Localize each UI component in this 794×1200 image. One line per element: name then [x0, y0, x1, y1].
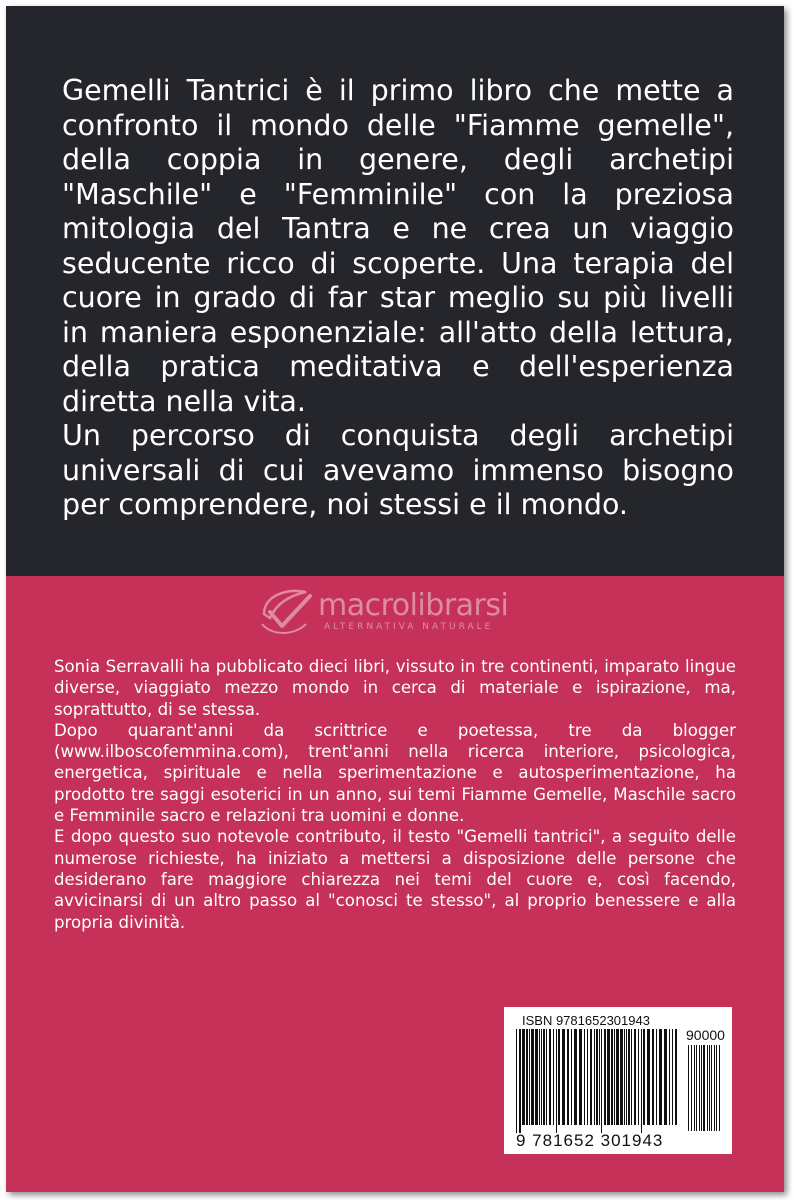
book-blurb [62, 74, 734, 523]
blurb-paragraph-1: Gemelli Tantrici è il primo libro che mette a confronto il mondo delle "Fiamme gemelle", della coppia in genere, degli archetipi "Maschile" e "Femminile" con la preziosa mitologia del Tantra e ne crea un viaggio seducente ricco di scoperte. Una terapia del cuore in grado di far star meglio su più livelli in maniera esponenziale: all'atto della lettura, della pratica meditativa e dell'esperienza diretta nella vita. [62, 74, 734, 418]
barcode-bar [596, 1029, 598, 1125]
barcode-bar [672, 1029, 673, 1125]
barcode-bar [546, 1029, 547, 1125]
barcode-bar [694, 1045, 695, 1131]
bio-paragraph-2: Dopo quarant'anni da scrittrice e poetessa, tre da blogger (www.ilboscofemmina.com), trent'anni nella ricerca interiore, psicologica, energetica, spirituale e nella sperimentazione e autosperimentazione, ha prodotto tre saggi esoterici in un anno, sui temi Fiamme Gemelle, Maschile sacro e Femminile sacro e relazioni tra uomini e donne. [54, 720, 736, 826]
barcode-bar [594, 1029, 595, 1125]
barcode-human-readable: 9 781652 301943 [516, 1131, 664, 1150]
barcode-bar [714, 1045, 715, 1131]
barcode-bar [643, 1029, 645, 1125]
barcode-bar [641, 1029, 642, 1133]
barcode-bar [535, 1029, 538, 1125]
barcode-bar [675, 1029, 677, 1125]
barcode-bar [574, 1029, 577, 1125]
barcode-bar [526, 1029, 528, 1125]
barcode-bar [703, 1045, 705, 1131]
barcode-bar [626, 1029, 627, 1125]
isbn-label: ISBN 9781652301943 [522, 1013, 650, 1028]
barcode-bar [719, 1045, 720, 1131]
barcode-bar [556, 1029, 557, 1133]
barcode-bar [711, 1045, 712, 1131]
barcode-addon-bars [686, 1045, 724, 1131]
barcode-bar [696, 1045, 697, 1131]
leaf-check-icon [256, 584, 316, 640]
barcode-bar [529, 1029, 530, 1125]
bio-paragraph-1: Sonia Serravalli ha pubblicato dieci libri, vissuto in tre continenti, imparato lingue diverse, viaggiato mezzo mondo in cerca di materiale e ispirazione, ma, soprattutto, di se stessa. [54, 657, 736, 719]
barcode-bar [543, 1029, 545, 1125]
barcode-bar [659, 1029, 662, 1125]
barcode-bar [647, 1029, 650, 1125]
barcode-bar [614, 1029, 615, 1125]
barcode-addon-number: 90000 [686, 1027, 725, 1043]
watermark-name: macrolibrarsi [318, 588, 509, 623]
barcode-bar [590, 1029, 592, 1125]
bio-paragraph-3: E dopo questo suo notevole contributo, il testo "Gemelli tantrici", a seguito delle numerose richieste, ha iniziato a mettersi a disposizione delle persone che desiderano fare maggiore chiarezza nei temi del cuore e, così facendo, avvicinarsi di un altro passo al "conosci te stesso", al proprio benessere e alla propria divinità. [54, 827, 736, 932]
barcode-bar [631, 1029, 632, 1125]
barcode-bar [656, 1029, 657, 1125]
barcode-bar [634, 1029, 636, 1125]
watermark-tagline: ALTERNATIVA NATURALE [324, 622, 494, 632]
barcode-bar [604, 1029, 606, 1125]
barcode-bar [620, 1029, 623, 1125]
barcode-bar [516, 1029, 517, 1133]
barcode-bar [531, 1029, 534, 1125]
barcode-bar [624, 1029, 625, 1125]
barcode-bar [601, 1029, 602, 1133]
barcode-bar [699, 1045, 700, 1131]
barcode-bar [652, 1029, 654, 1125]
barcode-bar [688, 1045, 689, 1131]
barcode-bar [669, 1029, 670, 1125]
barcode-bar [549, 1029, 551, 1125]
macrolibrarsi-watermark [256, 584, 556, 640]
barcode-bar [691, 1045, 692, 1131]
barcode-bar [519, 1029, 521, 1133]
barcode-bar [701, 1045, 702, 1131]
cover-top-panel [6, 6, 784, 576]
author-bio [54, 656, 736, 933]
barcode-bar [579, 1029, 582, 1125]
barcode-bar [616, 1029, 619, 1125]
book-back-cover [6, 6, 784, 1192]
barcode-bar [716, 1045, 717, 1131]
barcode-bar [541, 1029, 542, 1125]
barcode-bar [567, 1029, 569, 1125]
barcode-bar [522, 1029, 525, 1125]
barcode-bar [553, 1029, 554, 1125]
barcode-bar [628, 1029, 630, 1125]
barcode-bar [571, 1029, 572, 1125]
barcode-bar [638, 1029, 639, 1125]
barcode-bar [611, 1029, 613, 1125]
barcode-bar [558, 1029, 560, 1125]
barcode-bar [709, 1045, 710, 1131]
barcode-bars [514, 1029, 678, 1133]
barcode-bar [539, 1029, 540, 1125]
isbn-barcode [504, 1007, 732, 1154]
barcode-bar [562, 1029, 565, 1125]
barcode-bar [607, 1029, 610, 1125]
barcode-bar [599, 1029, 600, 1125]
barcode-bar [587, 1029, 588, 1125]
blurb-paragraph-2: Un percorso di conquista degli archetipi universali di cui avevamo immenso bisogno per comprendere, noi stessi e il mondo. [62, 419, 734, 521]
barcode-bar [664, 1029, 667, 1125]
barcode-bar [584, 1029, 585, 1125]
barcode-bar [707, 1045, 708, 1131]
